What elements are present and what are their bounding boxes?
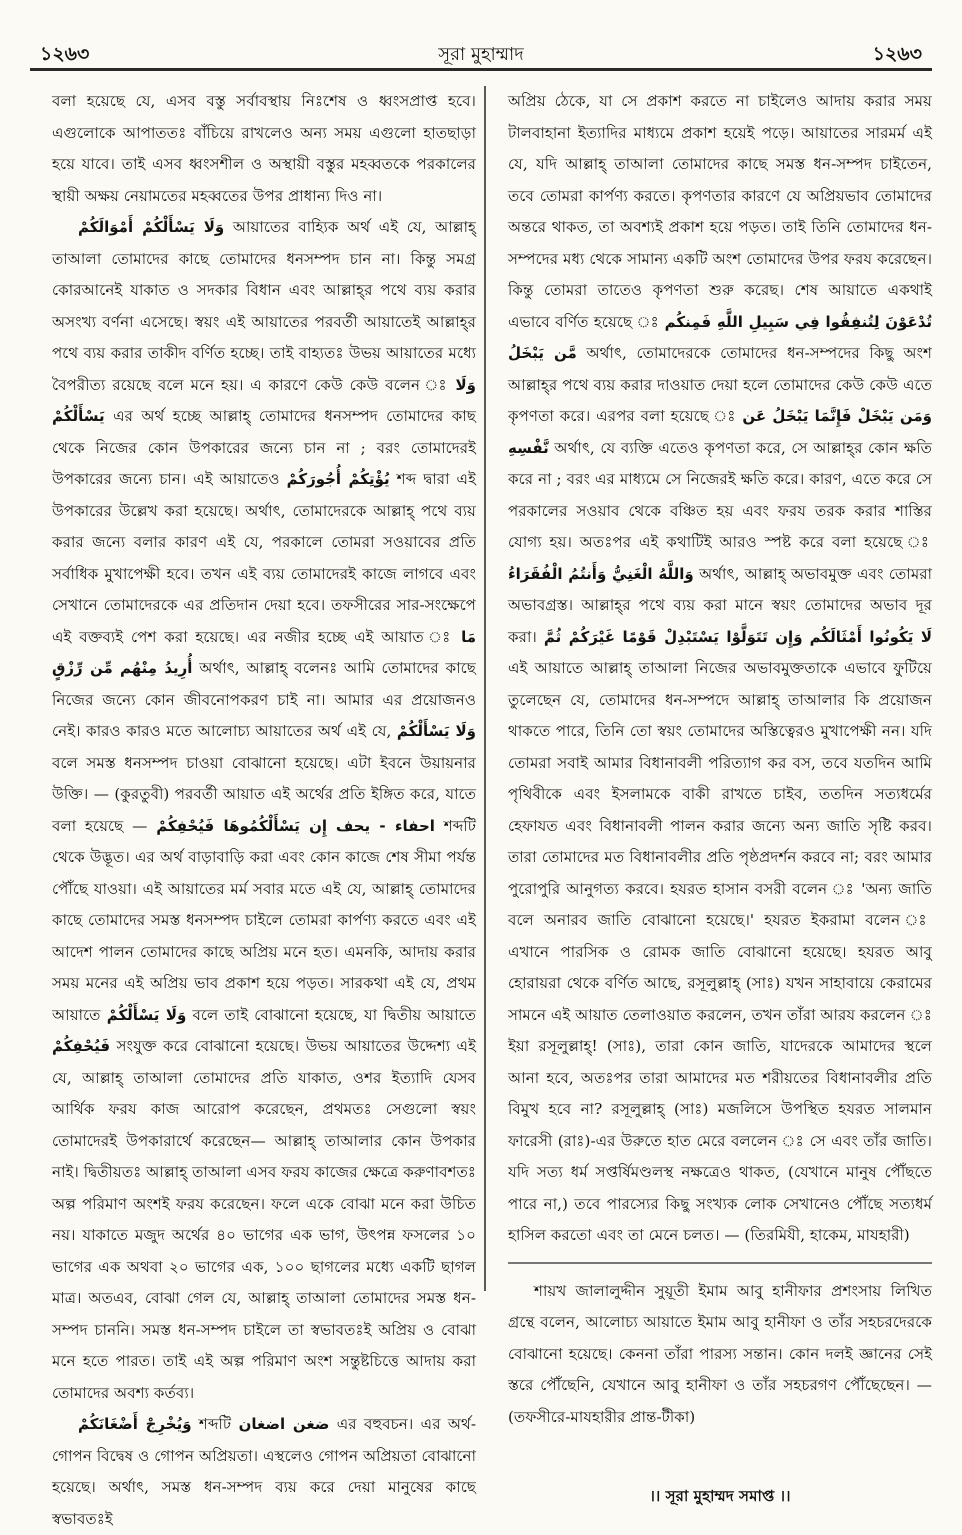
arabic-verse: تُدْعَوْنَ لِتُنفِقُوا فِي سَبِيلِ اللَّهِ فَمِنكُم مَّن يَبْخَلُ <box>508 312 933 362</box>
column-divider <box>484 86 486 1291</box>
right-column <box>508 86 933 1505</box>
paragraph: বলা হয়েছে যে, এসব বস্তু সর্বাবস্থায় নিঃশেষ ও ধ্বংসপ্রাপ্ত হবে। এগুলোকে আপাততঃ বাঁচিয়ে রাখলেও অন্য সময় এগুলো হাতছাড়া হয়ে যাবে। তাই এসব ধ্বংসশীল ও অস্থায়ী বস্তুর মহব্বতকে পরকালের স্থায়ী অক্ষয় নেয়ামতের মহব্বতের উপর প্রাধান্য দিও না। <box>52 92 476 205</box>
left-column <box>52 86 477 1528</box>
header-rule <box>30 68 932 71</box>
page-number-left: ১২৬৩ <box>40 43 90 65</box>
arabic-verse: وَلَا يَسْأَلْكُمْ <box>396 722 476 740</box>
arabic-verse: وَإِن تَتَوَلَّوْا يَسْتَبْدِلْ قَوْمًا غَيْرَكُمْ ثُمَّ <box>543 627 803 646</box>
surah-end-note: ।। সূরা মুহাম্মদ সমাপ্ত ।। <box>649 1487 791 1505</box>
arabic-verse: وَلَا يَسْأَلْكُمْ <box>52 375 477 425</box>
paragraph: অপ্রিয় ঠেকে, যা সে প্রকাশ করতে না চাইলেও আদায় করার সময় টালবাহানা ইত্যাদির মাধ্যমে প্রকাশ হয়েই পড়ে। আয়াতের সারমর্ম এই যে, যদি আল্লাহ্ তাআলা তোমাদের কাছে সমস্ত ধন-সম্পদ চাইতেন, তবে তোমরা কার্পণ্য করতে। কৃপণতার কারণে যে অপ্রিয়ভাব তোমাদের অন্তরে থাকত, তা অবশ্যই প্রকাশ হয়ে পড়ত। তাই তিনি তোমাদের ধন-সম্পদের মধ্য থেকে সামান্য একটি অংশ তোমাদের উপর ফরয করেছেন। কিন্তু তোমরা তাতেও কৃপণতা শুরু করেছ। শেষ আয়াতে একথাই এভাবে বর্ণিত হয়েছে ঃ تُدْعَوْنَ لِتُنفِقُوا فِي سَبِيلِ اللَّهِ فَمِنكُم مَّن يَبْخَلُ অর্থাৎ, তোমাদেরকে তোমাদের ধন-সম্পদের কিছু অংশ আল্লাহ্‌র পথে ব্যয় করার দাওয়াত দেয়া হলে তোমাদের কেউ কেউ এতে কৃপণতা করে। এরপর বলা হয়েছে ঃ وَمَن يَبْخَلْ فَإِنَّمَا يَبْخَلُ عَن نَّفْسِهِ অর্থাৎ, যে ব্যক্তি এতেও কৃপণতা করে, সে আল্লাহ্‌র কোন ক্ষতি করে না ; বরং এর মাধ্যমে সে নিজেরই ক্ষতি করে। কারণ, এতে করে সে পরকালের সওয়াব থেকে বঞ্চিত হয় এবং ফরয তরক করার শাস্তির যোগ্য হয়। অতঃপর এই কথাটিই আরও স্পষ্ট করে বলা হয়েছে ঃ وَاللَّهُ الْغَنِيُّ وَأَنتُمُ الْفُقَرَاءُ অর্থাৎ, আল্লাহ্ অভাবমুক্ত এবং তোমরা অভাবগ্রস্ত। আল্লাহ্‌র পথে ব্যয় করা মানে স্বয়ং তোমাদের অভাব দূর করা। وَإِن تَتَوَلَّوْا يَسْتَبْدِلْ قَوْمًا غَيْرَكُمْ ثُمَّ لَا يَكُونُوا أَمْثَالَكُم এই আয়াতে আল্লাহ্ তাআলা নিজের অভাবমুক্ততাকে এভাবে ফুটিয়ে তুলেছেন যে, তোমাদের ধন-সম্পদে আল্লাহ্ তাআলার কি প্রয়োজন থাকতে পারে, তিনি তো স্বয়ং তোমাদের অস্তিত্বেরও মুখাপেক্ষী নন। যদি তোমরা সবাই আমার বিধানাবলী পরিত্যাগ কর বস, তবে যতদিন আমি পৃথিবীকে এবং ইসলামকে বাকী রাখতে চাইব, ততদিন সত্যধর্মের হেফাযত এবং বিধানাবলী পালন করার জন্যে অন্য জাতি সৃষ্টি করব। তারা তোমাদের মত বিধানাবলীর প্রতি পৃষ্ঠপ্রদর্শন করবে না; বরং আমার পুরোপুরি আনুগত্য করবে। হযরত হাসান বসরী বলেন ঃ 'অন্য জাতি বলে অনারব জাতি বোঝানো হয়েছে।' হযরত ইকরামা বলেন ঃ এখানে পারসিক ও রোমক জাতি বোঝানো হয়েছে। হযরত আবু হোরায়রা থেকে বর্ণিত আছে, রসূলুল্লাহ্ (সাঃ) যখন সাহাবায়ে কেরামের সামনে এই আয়াত তেলাওয়াত করলেন, তখন তাঁরা আরয করলেন ঃ ইয়া রসূলুল্লাহ্! (সাঃ), তারা কোন জাতি, যাদেরকে আমাদের স্থলে আনা হবে, অতঃপর তারা আমাদের মত শরীয়তের বিধানাবলীর প্রতি বিমুখ হবে না? রসূলুল্লাহ্ (সাঃ) মজলিসে উপস্থিত হযরত সালমান ফারেসী (রাঃ)-এর উরুতে হাত মেরে বললেন ঃ সে এবং তাঁর জাতি। যদি সত্য ধর্ম সপ্তর্ষিমণ্ডলস্থ নক্ষত্রেও থাকত, (যেখানে মানুষ পৌঁছতে পারে না,) তবে পারস্যের কিছু সংখ্যক লোক সেখানেও পৌঁছে সত্যধর্ম হাসিল করতো এবং তা মেনে চলত। — (তিরমিযী, হাকেম, মাযহারী) <box>508 92 933 1244</box>
paragraph: وَلَا يَسْأَلْكُمْ أَمْوَالَكُمْ আয়াতের বাহ্যিক অর্থ এই যে, আল্লাহ্ তাআলা তোমাদের কাছে তোমাদের ধনসম্পদ চান না। কিন্তু সমগ্র কোরআনেই যাকাত ও সদকার বিধান এবং আল্লাহ্‌র পথে ব্যয় করার অসংখ্য বর্ণনা এসেছে। স্বয়ং এই আয়াতের পরবর্তী আয়াতেই আল্লাহ্‌র পথে ব্যয় করার তাকীদ বর্ণিত হচ্ছে। তাই বাহ্যতঃ উভয় আয়াতের মধ্যে বৈপরীত্য রয়েছে বলে মনে হয়। এ কারণে কেউ কেউ বলেন ঃ وَلَا يَسْأَلْكُمْ এর অর্থ হচ্ছে আল্লাহ্ তোমাদের ধনসম্পদ তোমাদের কাছ থেকে নিজের কোন উপকারের জন্যে চান না ; বরং তোমাদেরই উপকারের জন্যে চান। এই আয়াতেও يُؤْتِكُمْ أُجُورَكُمْ শব্দ দ্বারা এই উপকারের উল্লেখ করা হয়েছে। অর্থাৎ, তোমাদেরকে আল্লাহ্‌ পথে ব্যয় করার জন্যে বলার কারণ এই যে, পরকালে তোমরা সওয়াবের প্রতি সর্বাধিক মুখাপেক্ষী হবে। তখন এই ব্যয় তোমাদেরই কাজে লাগবে এবং সেখানে তোমাদেরকে এর প্রতিদান দেয়া হবে। তফসীরের সার-সংক্ষেপে এই বক্তব্যই পেশ করা হয়েছে। এর নজীর হচ্ছে এই আয়াত ঃ مَا أُرِيدُ مِنْهُم مِّن رِّزْقٍ অর্থাৎ, আল্লাহ্ বলেনঃ আমি তোমাদের কাছে নিজের জন্যে কোন জীবনোপকরণ চাই না। আমার এর প্রয়োজনও নেই। কারও কারও মতে আলোচ্য আয়াতের অর্থ এই যে, وَلَا يَسْأَلْكُمْ বলে সমস্ত ধনসম্পদ চাওয়া বোঝানো হয়েছে। এটা ইবনে উয়ায়নার উক্তি। — (কুরতুবী) পরবর্তী আয়াত এই অর্থের প্রতি ইঙ্গিত করে, যাতে বলা হয়েছে — إِن يَسْأَلْكُمُوهَا فَيُحْفِكُمْ احفاء - يحف শব্দটি থেকে উদ্ভূত। এর অর্থ বাড়াবাড়ি করা এবং কোন কাজে শেষ সীমা পর্যন্ত পৌঁছে যাওয়া। এই আয়াতের মর্ম সবার মতে এই যে, আল্লাহ্ তোমাদের কাছে তোমাদের সমস্ত ধনসম্পদ চাইলে তোমরা কার্পণ্য করতে এবং এই আদেশ পালন তোমাদের কাছে অপ্রিয় মনে হত। এমনকি, আদায় করার সময় মনের এই অপ্রিয় ভাব প্রকাশ হয়ে পড়ত। সারকথা এই যে, প্রথম আয়াতে وَلَا يَسْأَلْكُمْ বলে তাই বোঝানো হয়েছে, যা দ্বিতীয় আয়াতে فَيُحْفِكُمْ সংযুক্ত করে বোঝানো হয়েছে। উভয় আয়াতের উদ্দেশ্য এই যে, আল্লাহ্ তাআলা তোমাদের প্রতি যাকাত, ওশর ইত্যাদি যেসব আর্থিক ফরয কাজ আরোপ করেছেন, প্রথমতঃ সেগুলো স্বয়ং তোমাদেরই উপকারার্থে করেছেন— আল্লাহ্ তাআলার কোন উপকার নাই। দ্বিতীয়তঃ আল্লাহ্ তাআলা এসব ফরয কাজের ক্ষেত্রে করুণাবশতঃ অল্প পরিমাণ অংশই ফরয করেছেন। ফলে একে বোঝা মনে করা উচিত নয়। যাকাতে মজুদ অর্থের ৪০ ভাগের এক ভাগ, উৎপন্ন ফসলের ১০ ভাগের এক অথবা ২০ ভাগের এক, ১০০ ছাগলের মধ্যে একটি ছাগল মাত্র। অতএব, বোঝা গেল যে, আল্লাহ্ তাআলা তোমাদের সমস্ত ধন-সম্পদ চাননি। সমস্ত ধন-সম্পদ চাইলে তা স্বভাবতঃই অপ্রিয় ও বোঝা মনে হতে পারত। তাই এই অল্প পরিমাণ অংশ সন্তুষ্টচিত্তে আদায় করা তোমাদের অবশ্য কর্তব্য। <box>52 218 477 1402</box>
arabic-verse: فَيُحْفِكُمْ <box>52 1037 111 1055</box>
page-number-right: ১২৬৩ <box>872 43 922 65</box>
arabic-word: احفاء - يحف <box>335 816 435 835</box>
arabic-verse: وَلَا يَسْأَلْكُمْ أَمْوَالَكُمْ <box>78 218 225 236</box>
arabic-verse: مَا أُرِيدُ مِنْهُم مِّن رِّزْقٍ <box>52 627 476 677</box>
arabic-verse: وَلَا يَسْأَلْكُمْ <box>106 1005 187 1024</box>
arabic-verse: وَيُخْرِجْ أَضْغَانَكُمْ <box>78 1415 192 1433</box>
arabic-verse: إِن يَسْأَلْكُمُوهَا فَيُحْفِكُمْ <box>156 816 328 835</box>
page-header <box>30 38 932 70</box>
paragraph: وَيُخْرِجْ أَضْغَانَكُمْ শব্দটি ضغن اضغان এর বহুবচন। এর অর্থ-গোপন বিদ্বেষ ও গোপন অপ্রিয়তা। এস্থলেও গোপন অপ্রিয়তা বোঝানো হয়েছে। অর্থাৎ, সমস্ত ধন-সম্পদ ব্যয় করে দেয়া মানুষের কাছে স্বভাবতঃই <box>52 1415 477 1528</box>
section-rule <box>508 1262 932 1264</box>
arabic-verse: لَا يَكُونُوا أَمْثَالَكُم <box>809 627 932 646</box>
arabic-verse: يُؤْتِكُمْ أُجُورَكُمْ <box>286 470 390 488</box>
paragraph: শায়খ জালালুদ্দীন সুয়ূতী ইমাম আবু হানীফার প্রশংসায় লিখিত গ্রন্থে বলেন, আলোচ্য আয়াতে ইমাম আবু হানীফা ও তাঁর সহচরদেরকে বোঝানো হয়েছে। কেননা তাঁরা পারস্য সন্তান। কোন দলই জ্ঞানের সেই স্তরে পৌঁছেনি, যেখানে আবু হানীফা ও তাঁর সহচরগণ পৌঁছেছেন। — (তফসীরে-মাযহারীর প্রান্ত-টীকা) <box>508 1281 932 1426</box>
arabic-verse: وَمَن يَبْخَلْ فَإِنَّمَا يَبْخَلُ عَن نَّفْسِهِ <box>508 407 932 457</box>
arabic-verse: وَاللَّهُ الْغَنِيُّ وَأَنتُمُ الْفُقَرَاءُ <box>508 564 694 583</box>
arabic-word: ضغن اضغان <box>238 1415 330 1433</box>
running-title: সূরা মুহাম্মাদ <box>438 44 524 65</box>
